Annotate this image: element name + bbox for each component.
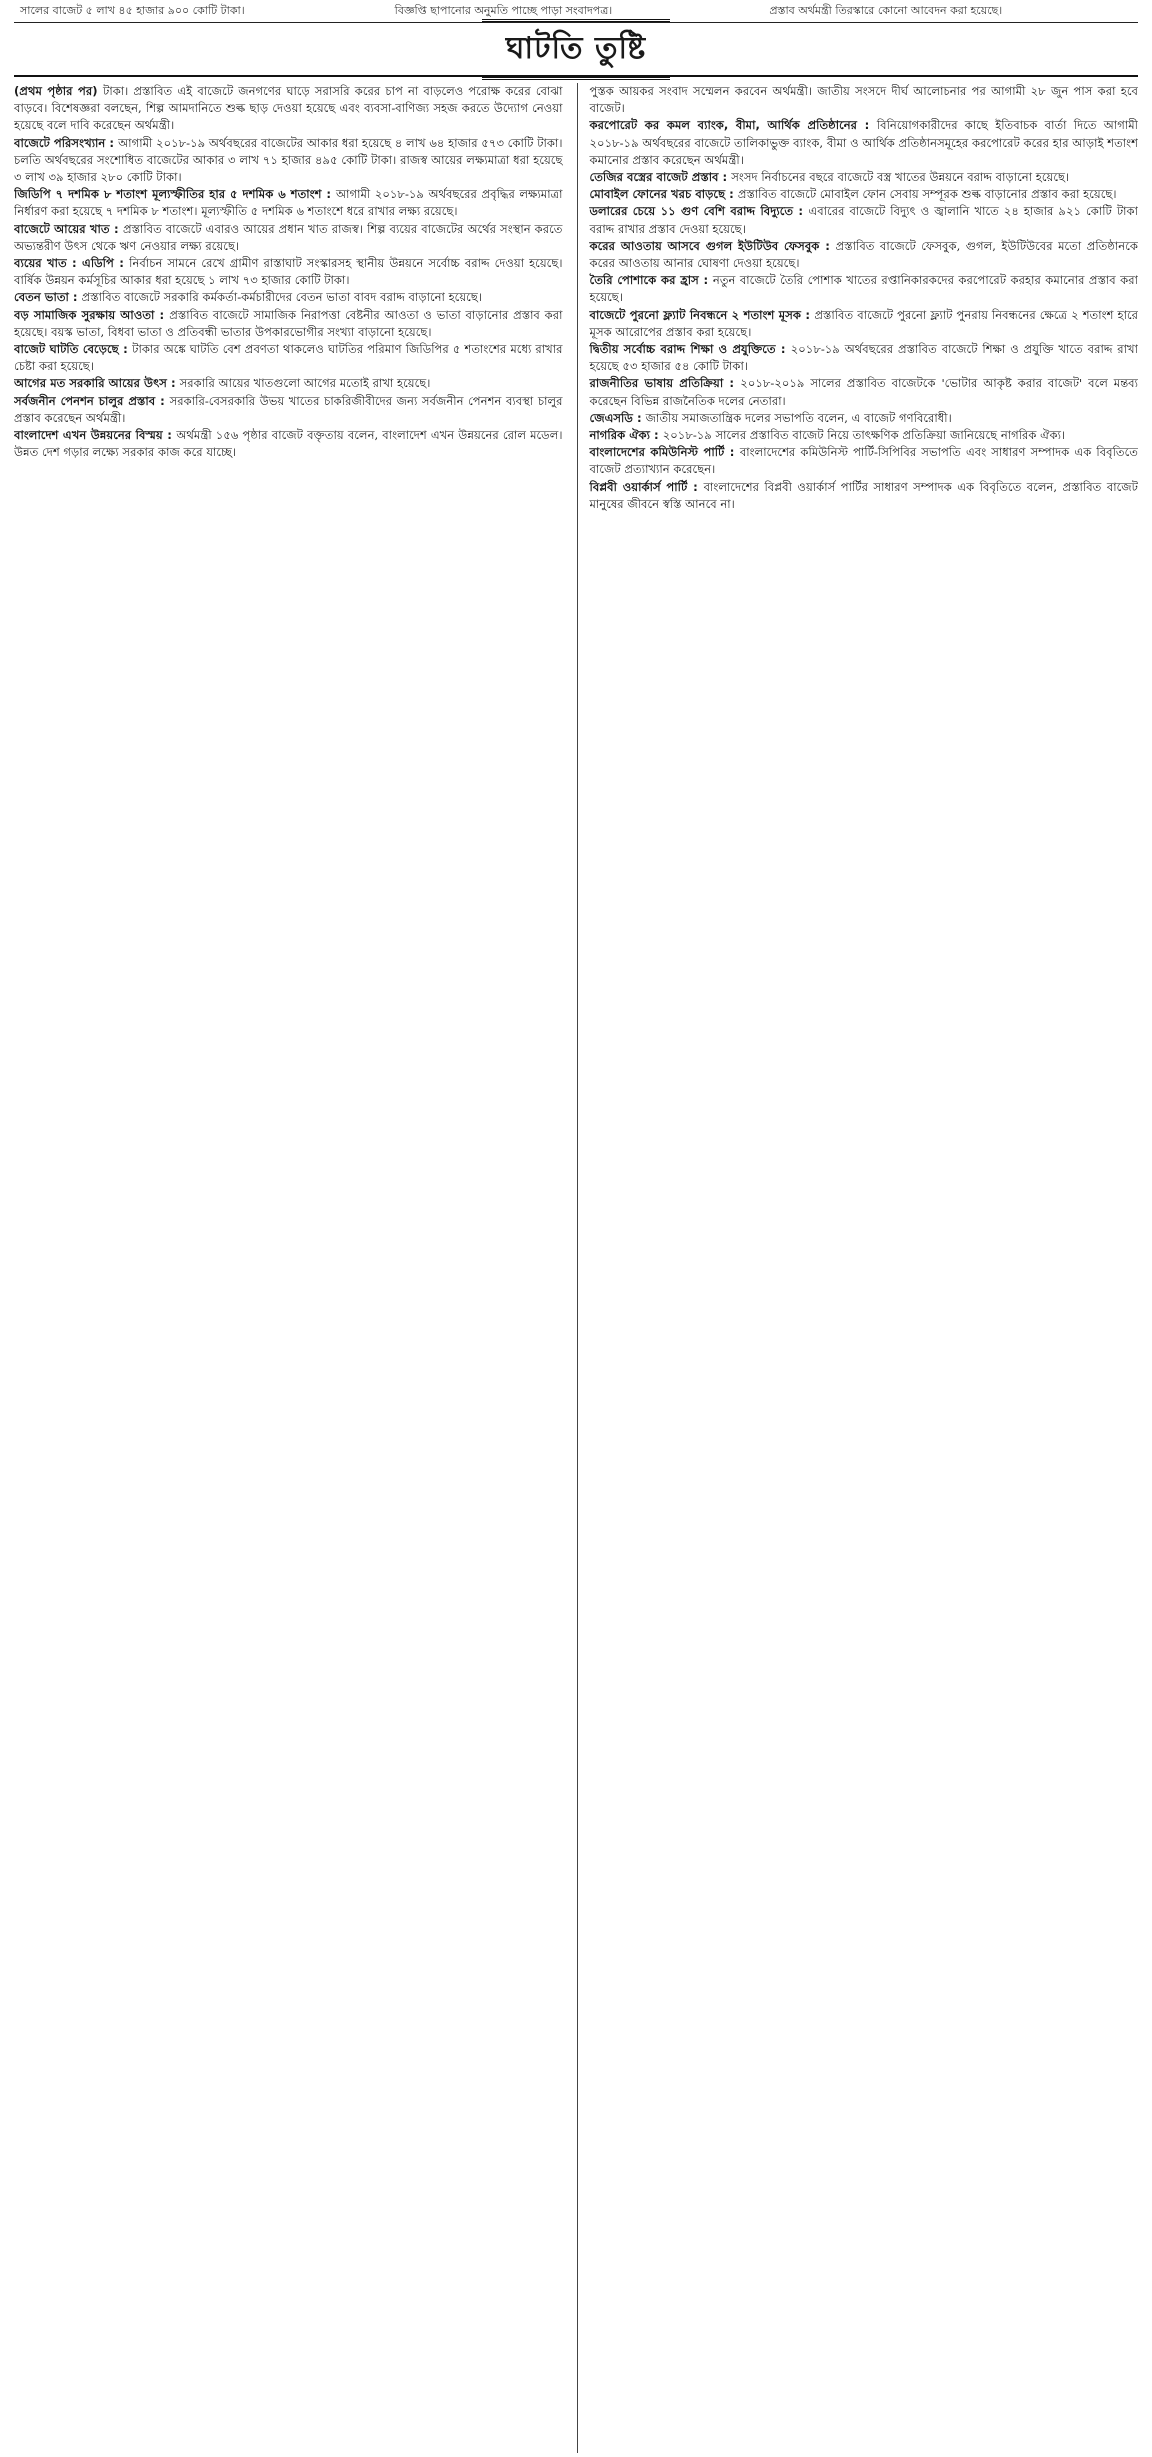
article-paragraph (14, 83, 563, 135)
paragraph-text: সরকারি-বেসরকারি উভয় খাতের চাকরিজীবীদের জন্য সর্বজনীন পেনশন ব্যবস্থা চালুর প্রস্তাব করেছেন অর্থমন্ত্রী। (14, 393, 563, 425)
section-subhead: বাংলাদেশ এখন উন্নয়নের বিস্ময় : (14, 428, 177, 443)
section-subhead: বাংলাদেশের কমিউনিস্ট পার্টি : (589, 445, 740, 460)
article-paragraph (590, 169, 1139, 186)
section-subhead: বাজেট ঘাটতি বেড়েছে : (14, 342, 133, 357)
article-paragraph (14, 427, 563, 461)
section-subhead: বেতন ভাতা : (14, 290, 82, 305)
paragraph-text: ২০১৮-১৯ সালের প্রস্তাবিত বাজেট নিয়ে তাৎক্ষণিক প্রতিক্রিয়া জানিয়েছে নাগরিক ঐক্য। (662, 428, 1066, 443)
paragraph-text: এবারের বাজেটে বিদ্যুৎ ও জ্বালানি খাতে ২৪ হাজার ৯২১ কোটি টাকা বরাদ্দ রাখার প্রস্তাব দেওয়া হয়েছে। (589, 204, 1138, 236)
paragraph-text: আগামী ২০১৮-১৯ অর্থবছরের বাজেটের আকার ধরা হয়েছে ৪ লাখ ৬৪ হাজার ৫৭৩ কোটি টাকা। চলতি অর্থবছরের সংশোধিত বাজেটের আকার ৩ লাখ ৭১ হাজার ৪৯৫ কোটি টাকা। রাজস্ব আয়ের লক্ষ্যমাত্রা ধরা হয়েছে ৩ লাখ ৩৯ হাজার ২৮০ কোটি টাকা। (14, 135, 563, 185)
paragraph-text: বাংলাদেশের কমিউনিস্ট পার্টি-সিপিবির সভাপতি এবং সাধারণ সম্পাদক এক বিবৃতিতে বাজেট প্রত্যাখ্যান করেছেন। (589, 445, 1138, 477)
article-paragraph (590, 427, 1139, 444)
article-paragraph (590, 341, 1139, 375)
section-subhead: (প্রথম পৃষ্ঠার পর) (14, 84, 104, 98)
article-paragraph (14, 289, 563, 306)
section-subhead: মোবাইল ফোনের খরচ বাড়ছে : (589, 187, 738, 202)
paragraph-text: প্রস্তাবিত বাজেটে ফেসবুক, গুগল, ইউটিউবের মতো প্রতিষ্ঠানকে করের আওতায় আনার ঘোষণা দেওয়া হয়েছে। (589, 238, 1138, 271)
section-subhead: নাগরিক ঐক্য : (589, 428, 663, 443)
article-paragraph (14, 375, 563, 392)
article-paragraph (590, 307, 1139, 341)
section-subhead: বাজেটে পরিসংখ্যান : (14, 135, 119, 150)
paragraph-text: প্রস্তাবিত বাজেটে মোবাইল ফোন সেবায় সম্পূরক শুল্ক বাড়ানোর প্রস্তাব করা হয়েছে। (737, 187, 1117, 202)
paragraph-text: প্রস্তাবিত বাজেটে এবারও আয়ের প্রধান খাত রাজস্ব। শিল্প ব্যয়ের বাজেটের অর্থের সংস্থান করতে অভ্যন্তরীণ উৎস থেকে ঋণ নেওয়ার লক্ষ্য রয়েছে। (14, 221, 563, 253)
article-paragraph (590, 83, 1139, 117)
article-paragraph (590, 375, 1139, 409)
masthead (14, 23, 1138, 77)
article-paragraph (590, 410, 1139, 427)
article-paragraph (14, 393, 563, 427)
section-subhead: তৈরি পোশাকে কর হ্রাস : (589, 273, 713, 288)
paragraph-text: ২০১৮-১৯ অর্থবছরের প্রস্তাবিত বাজেটে শিক্ষা ও প্রযুক্তি খাতে বরাদ্দ রাখা হয়েছে ৫৩ হাজার ৫৪ কোটি টাকা। (589, 342, 1138, 374)
section-subhead: জিডিপি ৭ দশমিক ৮ শতাংশ মূল্যস্ফীতির হার ৫ দশমিক ৬ শতাংশ : (14, 187, 336, 202)
section-subhead: বাজেটে আয়ের খাত : (14, 221, 123, 236)
top-strip-middle: বিজ্ঞপ্তি ছাপানোর অনুমতি পাচ্ছে পাড়া সংবাদপত্র। (394, 4, 613, 17)
section-subhead: বিপ্লবী ওয়ার্কার্স পার্টি : (589, 479, 704, 494)
section-subhead: বাজেটে পুরনো ফ্ল্যাট নিবন্ধনে ২ শতাংশ মূসক : (589, 307, 815, 322)
section-subhead: করপোরেট কর কমল ব্যাংক, বীমা, আর্থিক প্রতিষ্ঠানের : (589, 118, 877, 133)
article-columns (14, 77, 1138, 2453)
paragraph-text: পুস্তক আয়কর সংবাদ সম্মেলন করবেন অর্থমন্ত্রী। জাতীয় সংসদে দীর্ঘ আলোচনার পর আগামী ২৮ জুন পাস করা হবে বাজেট। (589, 84, 1138, 116)
article-paragraph (14, 221, 563, 255)
section-subhead: ব্যয়ের খাত : এডিপি : (14, 256, 130, 271)
paragraph-text: নির্বাচন সামনে রেখে গ্রামীণ রাস্তাঘাট সংস্কারসহ স্থানীয় উন্নয়নে সর্বোচ্চ বরাদ্দ দেওয়া হয়েছে। বার্ষিক উন্নয়ন কর্মসূচির আকার ধরা হয়েছে ১ লাখ ৭৩ হাজার কোটি টাকা। (14, 256, 563, 288)
article-paragraph (590, 203, 1139, 237)
top-strip-left: সালের বাজেট ৫ লাখ ৪৫ হাজার ৯০০ কোটি টাকা। (20, 4, 245, 17)
paragraph-text: সংসদ নির্বাচনের বছরে বাজেটে বস্ত্র খাতের উন্নয়নে বরাদ্দ বাড়ানো হয়েছে। (731, 170, 1070, 185)
section-subhead: সর্বজনীন পেনশন চালুর প্রস্তাব : (14, 393, 170, 408)
paragraph-text: আগামী ২০১৮-১৯ অর্থবছরের প্রবৃদ্ধির লক্ষ্যমাত্রা নির্ধারণ করা হয়েছে ৭ দশমিক ৮ শতাংশ। মূল্যস্ফীতি ৫ দশমিক ৬ শতাংশে ধরে রাখার লক্ষ্য রয়েছে। (14, 187, 563, 219)
article-paragraph (590, 186, 1139, 203)
top-strip-right: প্রস্তাব অর্থমন্ত্রী তিরস্কারে কোনো আবেদন করা হয়েছে। (769, 4, 1003, 17)
paragraph-text: নতুন বাজেটে তৈরি পোশাক খাতের রপ্তানিকারকদের করপোরেট করহার কমানোর প্রস্তাব করা হয়েছে। (589, 273, 1138, 305)
section-subhead: রাজনীতির ভাষায় প্রতিক্রিয়া : (589, 376, 741, 391)
article-paragraph (14, 341, 563, 375)
section-subhead: বড় সামাজিক সুরক্ষায় আওতা : (14, 307, 170, 322)
paragraph-text: প্রস্তাবিত বাজেটে পুরনো ফ্ল্যাট পুনরায় নিবন্ধনের ক্ষেত্রে ২ শতাংশ হারে মূসক আরোপের প্রস্তাব করা হয়েছে। (589, 307, 1138, 339)
article-paragraph (14, 135, 563, 187)
paragraph-text: বাংলাদেশের বিপ্লবী ওয়ার্কার্স পার্টির সাধারণ সম্পাদক এক বিবৃতিতে বলেন, প্রস্তাবিত বাজেট মানুষের জীবনে স্বস্তি আনবে না। (589, 479, 1138, 511)
paragraph-text: টাকার অঙ্কে ঘাটতি বেশ প্রবণতা থাকলেও ঘাটতির পরিমাণ জিডিপির ৫ শতাংশের মধ্যে রাখার চেষ্টা করা হয়েছে। (14, 342, 563, 374)
section-subhead: করের আওতায় আসবে গুগল ইউটিউব ফেসবুক : (589, 238, 836, 253)
paragraph-text: বিনিয়োগকারীদের কাছে ইতিবাচক বার্তা দিতে আগামী ২০১৮-১৯ অর্থবছরের বাজেটে তালিকাভুক্ত ব্যাংক, বীমা ও আর্থিক প্রতিষ্ঠানসমূহের করপোরেট করের হার আড়াই শতাংশ কমানোর প্রস্তাব করেছেন অর্থমন্ত্রী। (589, 118, 1138, 167)
section-subhead: দ্বিতীয় সর্বোচ্চ বরাদ্দ শিক্ষা ও প্রযুক্তিতে : (589, 342, 791, 357)
page-headline: ঘাটতি তুষ্টি (482, 19, 670, 80)
section-subhead: ডলারের চেয়ে ১১ গুণ বেশি বরাদ্দ বিদ্যুতে : (589, 204, 809, 219)
article-column-right (577, 83, 1139, 2453)
article-paragraph (590, 444, 1139, 478)
article-paragraph (590, 479, 1139, 513)
paragraph-text: প্রস্তাবিত বাজেটে সামাজিক নিরাপত্তা বেষ্টনীর আওতা ও ভাতা বাড়ানোর প্রস্তাব করা হয়েছে। বয়স্ক ভাতা, বিধবা ভাতা ও প্রতিবন্ধী ভাতার উপকারভোগীর সংখ্যা বাড়ানো হয়েছে। (14, 307, 563, 339)
article-paragraph (14, 186, 563, 220)
section-subhead: জেএসডি : (589, 410, 646, 425)
paragraph-text: ২০১৮-২০১৯ সালের প্রস্তাবিত বাজেটকে 'ভোটার আকৃষ্ট করার বাজেট' বলে মন্তব্য করেছেন বিভিন্ন রাজনৈতিক দলের নেতারা। (589, 376, 1138, 408)
paragraph-text: জাতীয় সমাজতান্ত্রিক দলের সভাপতি বলেন, এ বাজেট গণবিরোধী। (645, 410, 952, 425)
paragraph-text: টাকা। প্রস্তাবিত এই বাজেটে জনগণের ঘাড়ে সরাসরি করের চাপ না বাড়লেও পরোক্ষ করের বোঝা বাড়বে। বিশেষজ্ঞরা বলছেন, শিল্প আমদানিতে শুল্ক ছাড় দেওয়া হয়েছে এবং ব্যবসা-বাণিজ্য সহজ করতে উদ্যোগ নেওয়া হয়েছে বলে দাবি করেছেন অর্থমন্ত্রী। (14, 84, 563, 133)
paragraph-text: প্রস্তাবিত বাজেটে সরকারি কর্মকর্তা-কর্মচারীদের বেতন ভাতা বাবদ বরাদ্দ বাড়ানো হয়েছে। (81, 290, 483, 305)
paragraph-text: অর্থমন্ত্রী ১৫৬ পৃষ্ঠার বাজেট বক্তৃতায় বলেন, বাংলাদেশ এখন উন্নয়নের রোল মডেল। উন্নত দেশ গড়ার লক্ষ্যে সরকার কাজ করে যাচ্ছে। (14, 428, 563, 460)
article-paragraph (590, 272, 1139, 306)
article-paragraph (590, 117, 1139, 169)
article-paragraph (14, 307, 563, 341)
paragraph-text: সরকারি আয়ের খাতগুলো আগের মতোই রাখা হয়েছে। (179, 376, 431, 391)
article-paragraph (14, 255, 563, 289)
section-subhead: তেজির বস্ত্রের বাজেট প্রস্তাব : (589, 170, 732, 185)
article-paragraph (590, 238, 1139, 272)
section-subhead: আগের মত সরকারি আয়ের উৎস : (14, 376, 180, 391)
article-column-left (14, 83, 563, 2453)
